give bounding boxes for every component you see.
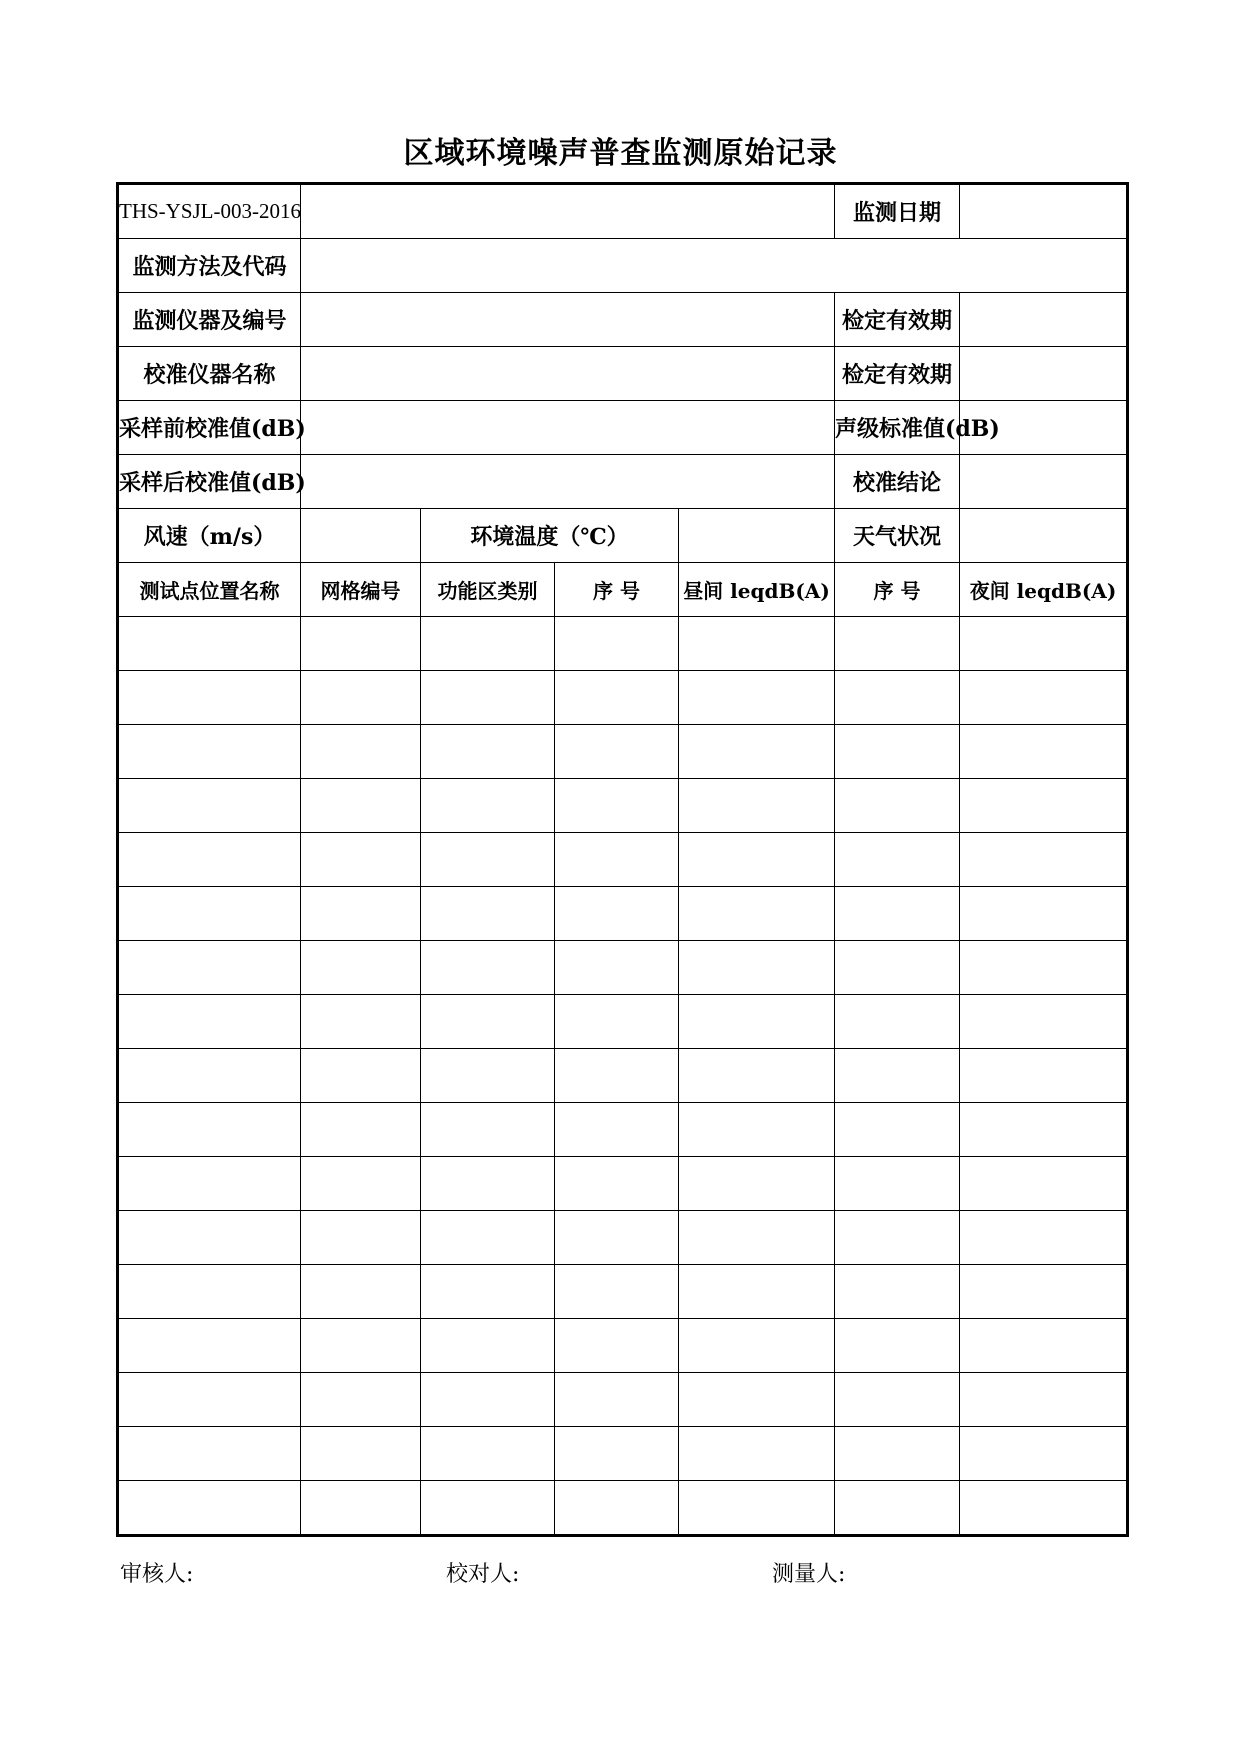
location-cell[interactable] <box>118 617 301 671</box>
day-seq-cell[interactable] <box>555 833 679 887</box>
grid-no-cell[interactable] <box>301 995 421 1049</box>
day-leq-cell[interactable] <box>679 725 835 779</box>
weather-label: 天气状况 <box>835 509 960 563</box>
night-seq-cell[interactable] <box>835 995 960 1049</box>
measurement-row <box>118 1373 1128 1427</box>
day-seq-cell[interactable] <box>555 779 679 833</box>
night-seq-cell[interactable] <box>835 1211 960 1265</box>
day-leq-cell[interactable] <box>679 779 835 833</box>
measurement-row <box>118 725 1128 779</box>
night-seq-cell[interactable] <box>835 833 960 887</box>
day-seq-cell[interactable] <box>555 725 679 779</box>
day-seq-cell[interactable] <box>555 1481 679 1536</box>
night-leq-cell[interactable] <box>960 887 1128 941</box>
record-form-table <box>116 182 1129 1537</box>
zone-type-cell[interactable] <box>421 1373 555 1427</box>
night-leq-cell[interactable] <box>960 1319 1128 1373</box>
night-seq-cell[interactable] <box>835 725 960 779</box>
zone-type-cell[interactable] <box>421 833 555 887</box>
zone-type-cell[interactable] <box>421 941 555 995</box>
day-leq-cell[interactable] <box>679 617 835 671</box>
sound-level-std-label: 声级标准值(dB) <box>835 401 960 455</box>
day-seq-cell[interactable] <box>555 1103 679 1157</box>
grid-no-cell[interactable] <box>301 1049 421 1103</box>
zone-type-cell[interactable] <box>421 1157 555 1211</box>
day-seq-cell[interactable] <box>555 1427 679 1481</box>
grid-no-cell[interactable] <box>301 671 421 725</box>
instrument-validity-label: 检定有效期 <box>835 293 960 347</box>
location-cell[interactable] <box>118 1481 301 1536</box>
page-title: 区域环境噪声普查监测原始记录 <box>403 136 838 171</box>
grid-no-cell[interactable] <box>301 941 421 995</box>
location-cell[interactable] <box>118 671 301 725</box>
measurement-row <box>118 1103 1128 1157</box>
day-seq-cell[interactable] <box>555 1319 679 1373</box>
night-seq-cell[interactable] <box>835 941 960 995</box>
night-seq-cell[interactable] <box>835 1265 960 1319</box>
location-cell[interactable] <box>118 995 301 1049</box>
night-seq-cell[interactable] <box>835 617 960 671</box>
location-cell[interactable] <box>118 887 301 941</box>
night-leq-cell[interactable] <box>960 995 1128 1049</box>
day-seq-cell[interactable] <box>555 887 679 941</box>
zone-type-cell[interactable] <box>421 1049 555 1103</box>
night-seq-cell[interactable] <box>835 1049 960 1103</box>
night-seq-cell[interactable] <box>835 1157 960 1211</box>
day-leq-cell[interactable] <box>679 1319 835 1373</box>
zone-type-cell[interactable] <box>421 725 555 779</box>
zone-type-cell[interactable] <box>421 1481 555 1536</box>
day-leq-cell[interactable] <box>679 1373 835 1427</box>
night-leq-cell[interactable] <box>960 833 1128 887</box>
day-seq-cell[interactable] <box>555 941 679 995</box>
night-leq-cell[interactable] <box>960 617 1128 671</box>
grid-no-cell[interactable] <box>301 833 421 887</box>
grid-no-cell[interactable] <box>301 1481 421 1536</box>
measurement-row <box>118 779 1128 833</box>
form-row-conditions <box>118 509 1128 563</box>
instrument-field[interactable] <box>301 293 835 347</box>
location-cell[interactable] <box>118 1427 301 1481</box>
form-row-calibrator <box>118 347 1128 401</box>
location-cell[interactable] <box>118 779 301 833</box>
measurement-row <box>118 1211 1128 1265</box>
method-label: 监测方法及代码 <box>118 239 301 293</box>
day-seq-cell[interactable] <box>555 1049 679 1103</box>
night-seq-cell[interactable] <box>835 887 960 941</box>
form-row-post-calibration <box>118 455 1128 509</box>
day-leq-cell[interactable] <box>679 1157 835 1211</box>
location-cell[interactable] <box>118 1157 301 1211</box>
night-leq-cell[interactable] <box>960 671 1128 725</box>
day-leq-cell[interactable] <box>679 1103 835 1157</box>
monitor-date-label: 监测日期 <box>835 184 960 239</box>
form-code: THS-YSJL-003-2016 <box>118 184 301 239</box>
post-calib-field[interactable] <box>301 455 835 509</box>
location-cell[interactable] <box>118 941 301 995</box>
day-seq-cell[interactable] <box>555 1157 679 1211</box>
grid-no-cell[interactable] <box>301 617 421 671</box>
night-leq-cell[interactable] <box>960 1265 1128 1319</box>
calibrator-validity-label: 检定有效期 <box>835 347 960 401</box>
column-header-night-leq: 夜间 leqdB(A) <box>960 563 1128 617</box>
zone-type-cell[interactable] <box>421 887 555 941</box>
reviewer-label: 审核人: <box>120 1562 194 1587</box>
measurement-row <box>118 1157 1128 1211</box>
column-header-location: 测试点位置名称 <box>118 563 301 617</box>
code-value-field[interactable] <box>301 184 835 239</box>
location-cell[interactable] <box>118 1103 301 1157</box>
night-seq-cell[interactable] <box>835 1319 960 1373</box>
grid-no-cell[interactable] <box>301 887 421 941</box>
grid-no-cell[interactable] <box>301 725 421 779</box>
post-calib-label: 采样后校准值(dB) <box>118 455 301 509</box>
night-leq-cell[interactable] <box>960 1481 1128 1536</box>
method-field[interactable] <box>301 239 1128 293</box>
calib-conclusion-label: 校准结论 <box>835 455 960 509</box>
zone-type-cell[interactable] <box>421 617 555 671</box>
measurement-row <box>118 1265 1128 1319</box>
form-row-pre-calibration <box>118 401 1128 455</box>
wind-speed-field[interactable] <box>301 509 421 563</box>
instrument-validity-field[interactable] <box>960 293 1128 347</box>
grid-no-cell[interactable] <box>301 1157 421 1211</box>
zone-type-cell[interactable] <box>421 995 555 1049</box>
night-leq-cell[interactable] <box>960 725 1128 779</box>
zone-type-cell[interactable] <box>421 1265 555 1319</box>
measurement-row <box>118 1049 1128 1103</box>
measurement-row <box>118 941 1128 995</box>
location-cell[interactable] <box>118 1211 301 1265</box>
calibrator-validity-field[interactable] <box>960 347 1128 401</box>
day-seq-cell[interactable] <box>555 995 679 1049</box>
instrument-label: 监测仪器及编号 <box>118 293 301 347</box>
column-header-zone-type: 功能区类别 <box>421 563 555 617</box>
day-leq-cell[interactable] <box>679 1265 835 1319</box>
grid-no-cell[interactable] <box>301 1319 421 1373</box>
day-leq-cell[interactable] <box>679 941 835 995</box>
weather-field[interactable] <box>960 509 1128 563</box>
wind-speed-label: 风速（m/s） <box>118 509 301 563</box>
measurement-row <box>118 671 1128 725</box>
monitor-date-field[interactable] <box>960 184 1128 239</box>
night-seq-cell[interactable] <box>835 1103 960 1157</box>
zone-type-cell[interactable] <box>421 1103 555 1157</box>
pre-calib-label: 采样前校准值(dB) <box>118 401 301 455</box>
form-row-code <box>118 184 1128 239</box>
temperature-label: 环境温度（℃） <box>421 509 679 563</box>
column-header-day-leq: 昼间 leqdB(A) <box>679 563 835 617</box>
location-cell[interactable] <box>118 1319 301 1373</box>
measurement-header-row <box>118 563 1128 617</box>
night-seq-cell[interactable] <box>835 1373 960 1427</box>
day-leq-cell[interactable] <box>679 1481 835 1536</box>
grid-no-cell[interactable] <box>301 779 421 833</box>
column-header-day-seq: 序 号 <box>555 563 679 617</box>
measurement-row <box>118 995 1128 1049</box>
night-leq-cell[interactable] <box>960 779 1128 833</box>
night-leq-cell[interactable] <box>960 1211 1128 1265</box>
day-leq-cell[interactable] <box>679 833 835 887</box>
day-leq-cell[interactable] <box>679 887 835 941</box>
column-header-night-seq: 序 号 <box>835 563 960 617</box>
day-leq-cell[interactable] <box>679 1427 835 1481</box>
night-leq-cell[interactable] <box>960 1427 1128 1481</box>
measurement-row <box>118 833 1128 887</box>
location-cell[interactable] <box>118 1373 301 1427</box>
night-leq-cell[interactable] <box>960 941 1128 995</box>
temperature-field[interactable] <box>679 509 835 563</box>
day-leq-cell[interactable] <box>679 1211 835 1265</box>
day-seq-cell[interactable] <box>555 1211 679 1265</box>
day-leq-cell[interactable] <box>679 1049 835 1103</box>
grid-no-cell[interactable] <box>301 1373 421 1427</box>
grid-no-cell[interactable] <box>301 1211 421 1265</box>
zone-type-cell[interactable] <box>421 671 555 725</box>
pre-calib-field[interactable] <box>301 401 835 455</box>
location-cell[interactable] <box>118 833 301 887</box>
form-row-method <box>118 239 1128 293</box>
location-cell[interactable] <box>118 725 301 779</box>
location-cell[interactable] <box>118 1049 301 1103</box>
night-leq-cell[interactable] <box>960 1049 1128 1103</box>
measurer-label: 测量人: <box>772 1562 846 1587</box>
checker-label: 校对人: <box>446 1562 520 1587</box>
location-cell[interactable] <box>118 1265 301 1319</box>
day-leq-cell[interactable] <box>679 671 835 725</box>
night-leq-cell[interactable] <box>960 1373 1128 1427</box>
measurement-row <box>118 1319 1128 1373</box>
night-seq-cell[interactable] <box>835 779 960 833</box>
measurement-row <box>118 1481 1128 1536</box>
day-seq-cell[interactable] <box>555 671 679 725</box>
measurement-row <box>118 1427 1128 1481</box>
measurement-row <box>118 617 1128 671</box>
day-seq-cell[interactable] <box>555 1265 679 1319</box>
grid-no-cell[interactable] <box>301 1103 421 1157</box>
night-seq-cell[interactable] <box>835 671 960 725</box>
zone-type-cell[interactable] <box>421 1427 555 1481</box>
calibrator-label: 校准仪器名称 <box>118 347 301 401</box>
zone-type-cell[interactable] <box>421 1319 555 1373</box>
calibrator-field[interactable] <box>301 347 835 401</box>
day-seq-cell[interactable] <box>555 617 679 671</box>
zone-type-cell[interactable] <box>421 779 555 833</box>
night-seq-cell[interactable] <box>835 1427 960 1481</box>
night-leq-cell[interactable] <box>960 1157 1128 1211</box>
grid-no-cell[interactable] <box>301 1265 421 1319</box>
day-seq-cell[interactable] <box>555 1373 679 1427</box>
grid-no-cell[interactable] <box>301 1427 421 1481</box>
measurement-row <box>118 887 1128 941</box>
night-seq-cell[interactable] <box>835 1481 960 1536</box>
zone-type-cell[interactable] <box>421 1211 555 1265</box>
night-leq-cell[interactable] <box>960 1103 1128 1157</box>
column-header-grid-no: 网格编号 <box>301 563 421 617</box>
day-leq-cell[interactable] <box>679 995 835 1049</box>
calib-conclusion-field[interactable] <box>960 455 1128 509</box>
form-row-instrument <box>118 293 1128 347</box>
